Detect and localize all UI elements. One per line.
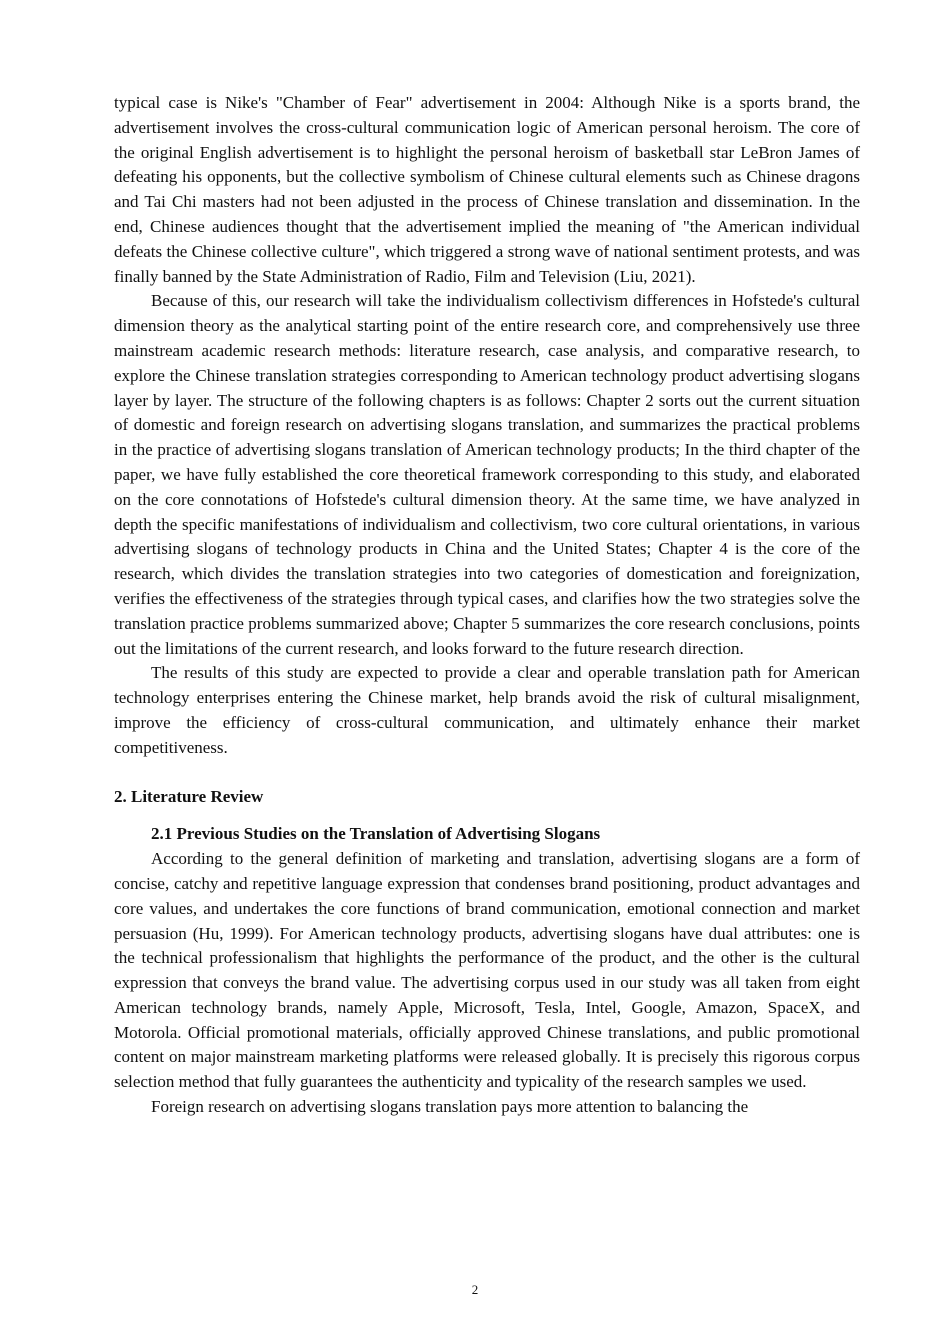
subsection-heading: 2.1 Previous Studies on the Translation of Advertising Slogans bbox=[151, 824, 601, 844]
paragraph-slogan-definition: According to the general definition of marketing and translation, advertising slogans are a form of concise, catchy and repetitive language expression that condenses brand positioning, product advantages and core values, and undertakes the core functions of brand communication, emotional connection and market persuasion (Hu, 1999). For American technology products, advertising slogans have dual attributes: one is the technical professionalism that highlights the performance of the product, and the other is the cultural expression that conveys the brand value. The advertising corpus used in our study was all taken from eight American technology brands, namely Apple, Microsoft, Tesla, Intel, Google, Amazon, SpaceX, and Motorola. Official promotional materials, officially approved Chinese translations, and public promotional content on major mainstream marketing platforms were released globally. It is precisely this rigorous corpus selection method that fully guarantees the authenticity and typicality of the research samples we used. bbox=[114, 849, 860, 1092]
paragraph-research-structure: Because of this, our research will take the individualism collectivism differences in Hofstede's cultural dimension theory as the analytical starting point of the entire research core, and comprehensively use three mainstream academic research methods: literature research, case analysis, and comparative research, to explore the Chinese translation strategies corresponding to American technology product advertising slogans layer by layer. The structure of the following chapters is as follows: Chapter 2 sorts out the current situation of domestic and foreign research on advertising slogans translation, and summarizes the practical problems in the practice of advertising slogans translation of American technology products; In the third chapter of the paper, we have fully established the core theoretical framework corresponding to this study, and elaborated on the core connotations of Hofstede's cultural dimension theory. At the same time, we have analyzed in depth the specific manifestations of individualism and collectivism, two core cultural orientations, in various advertising slogans of technology products in China and the United States; Chapter 4 is the core of the research, which divides the translation strategies into two categories of domestication and foreignization, verifies the effectiveness of the strategies through typical cases, and clarifies how the two strategies solve the translation practice problems summarized above; Chapter 5 summarizes the core research conclusions, points out the limitations of the current research, and looks forward to the future research direction. bbox=[114, 291, 860, 658]
page-body bbox=[114, 91, 860, 1120]
paragraph-nike-case: typical case is Nike's "Chamber of Fear" advertisement in 2004: Although Nike is a sports brand, the advertisement involves the cross-cultural communication logic of American personal heroism. The core of the original English advertisement is to highlight the personal heroism of basketball star LeBron James of defeating his opponents, but the collective symbolism of Chinese cultural elements such as Chinese dragons and Tai Chi masters had not been adjusted in the process of Chinese translation and dissemination. In the end, Chinese audiences thought that the advertisement implied the meaning of "the American individual defeats the Chinese collective culture", which triggered a strong wave of national sentiment protests, and was finally banned by the State Administration of Radio, Film and Television (Liu, 2021). bbox=[114, 93, 860, 286]
paragraph-foreign-research: Foreign research on advertising slogans translation pays more attention to balancing the bbox=[151, 1097, 749, 1117]
paragraph-expected-results: The results of this study are expected to provide a clear and operable translation path for American technology enterprises entering the Chinese market, help brands avoid the risk of cultural misalignment, improve the efficiency of cross-cultural communication, and ultimately enhance their market competitiveness. bbox=[114, 663, 860, 757]
page-number: 2 bbox=[471, 1282, 479, 1297]
section-heading: 2. Literature Review bbox=[114, 786, 264, 806]
